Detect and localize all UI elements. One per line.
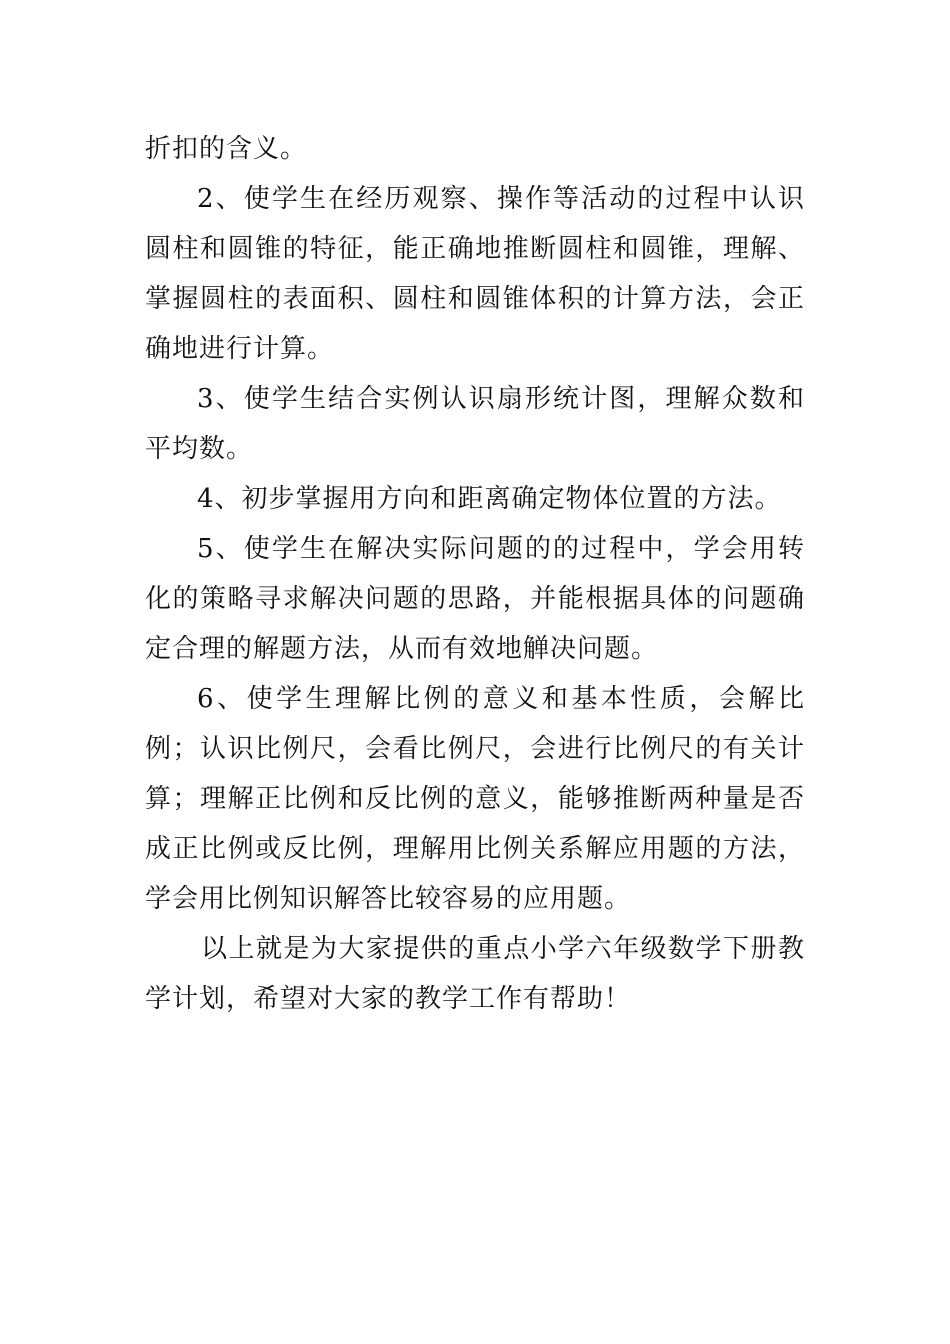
- paragraph-item-2: 2、使学生在经历观察、操作等活动的过程中认识圆柱和圆锥的特征，能正确地推断圆柱和圆锥，理解、掌握圆柱的表面积、圆柱和圆锥体积的计算方法，会正确地进行计算。: [145, 184, 805, 364]
- paragraph-conclusion: 以上就是为大家提供的重点小学六年级数学下册教学计划，希望对大家的教学工作有帮助！: [145, 934, 805, 1014]
- paragraph-item-6: 6、使学生理解比例的意义和基本性质，会解比例；认识比例尺，会看比例尺，会进行比例尺的有关计算；理解正比例和反比例的意义，能够推断两种量是否成正比例或反比例，理解用比例关系解应用题的方法，学会用比例知识解答比较容易的应用题。: [145, 684, 805, 914]
- paragraph-continuation: 折扣的含义。: [145, 134, 308, 164]
- document-body: [145, 124, 805, 1024]
- paragraph-item-5: 5、使学生在解决实际问题的的过程中，学会用转化的策略寻求解决问题的思路，并能根据具体的问题确定合理的解题方法，从而有效地觯决问题。: [145, 534, 805, 664]
- paragraph-item-3: 3、使学生结合实例认识扇形统计图，理解众数和平均数。: [145, 384, 805, 464]
- paragraph-item-4: 4、初步掌握用方向和距离确定物体位置的方法。: [197, 484, 782, 514]
